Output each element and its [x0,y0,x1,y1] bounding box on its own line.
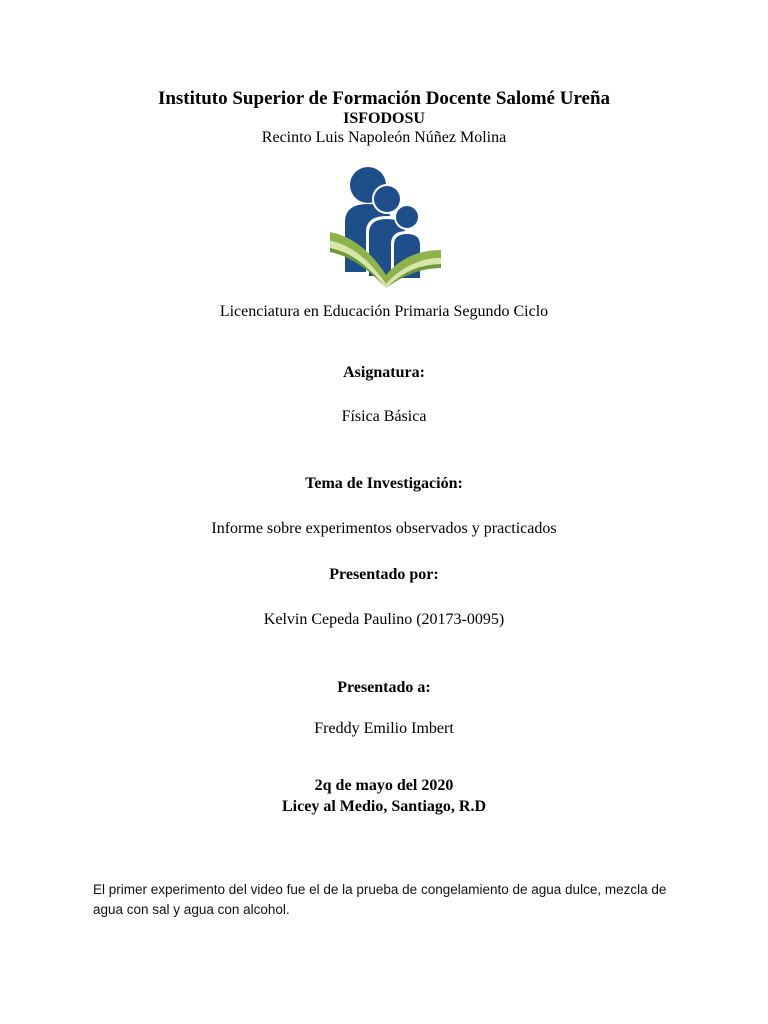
presented-by-value: Kelvin Cepeda Paulino (20173-0095) [263,611,505,628]
topic-value: Informe sobre experimentos observados y practicados [211,520,557,537]
subject-value: Física Básica [341,408,427,425]
program-name: Licenciatura en Educación Primaria Segundo Ciclo [219,303,549,320]
institution-acronym: ISFODOSU [343,110,425,127]
submission-date: 2q de mayo del 2020 [314,777,454,794]
isfodosu-logo-icon [327,160,445,288]
submission-place: Licey al Medio, Santiago, R.D [282,798,486,815]
campus-name: Recinto Luis Napoleón Núñez Molina [261,129,507,146]
institution-title: Instituto Superior de Formación Docente Salomé Ureña [157,88,611,109]
presented-to-value: Freddy Emilio Imbert [314,720,454,737]
body-paragraph: El primer experimento del video fue el de la prueba de congelamiento de agua dulce, mezcla de agua con sal y agua con alcohol. [93,882,667,917]
subject-label: Asignatura: [343,364,425,381]
presented-by-label: Presentado por: [329,566,439,583]
presented-to-label: Presentado a: [337,679,431,696]
topic-label: Tema de Investigación: [305,475,463,492]
